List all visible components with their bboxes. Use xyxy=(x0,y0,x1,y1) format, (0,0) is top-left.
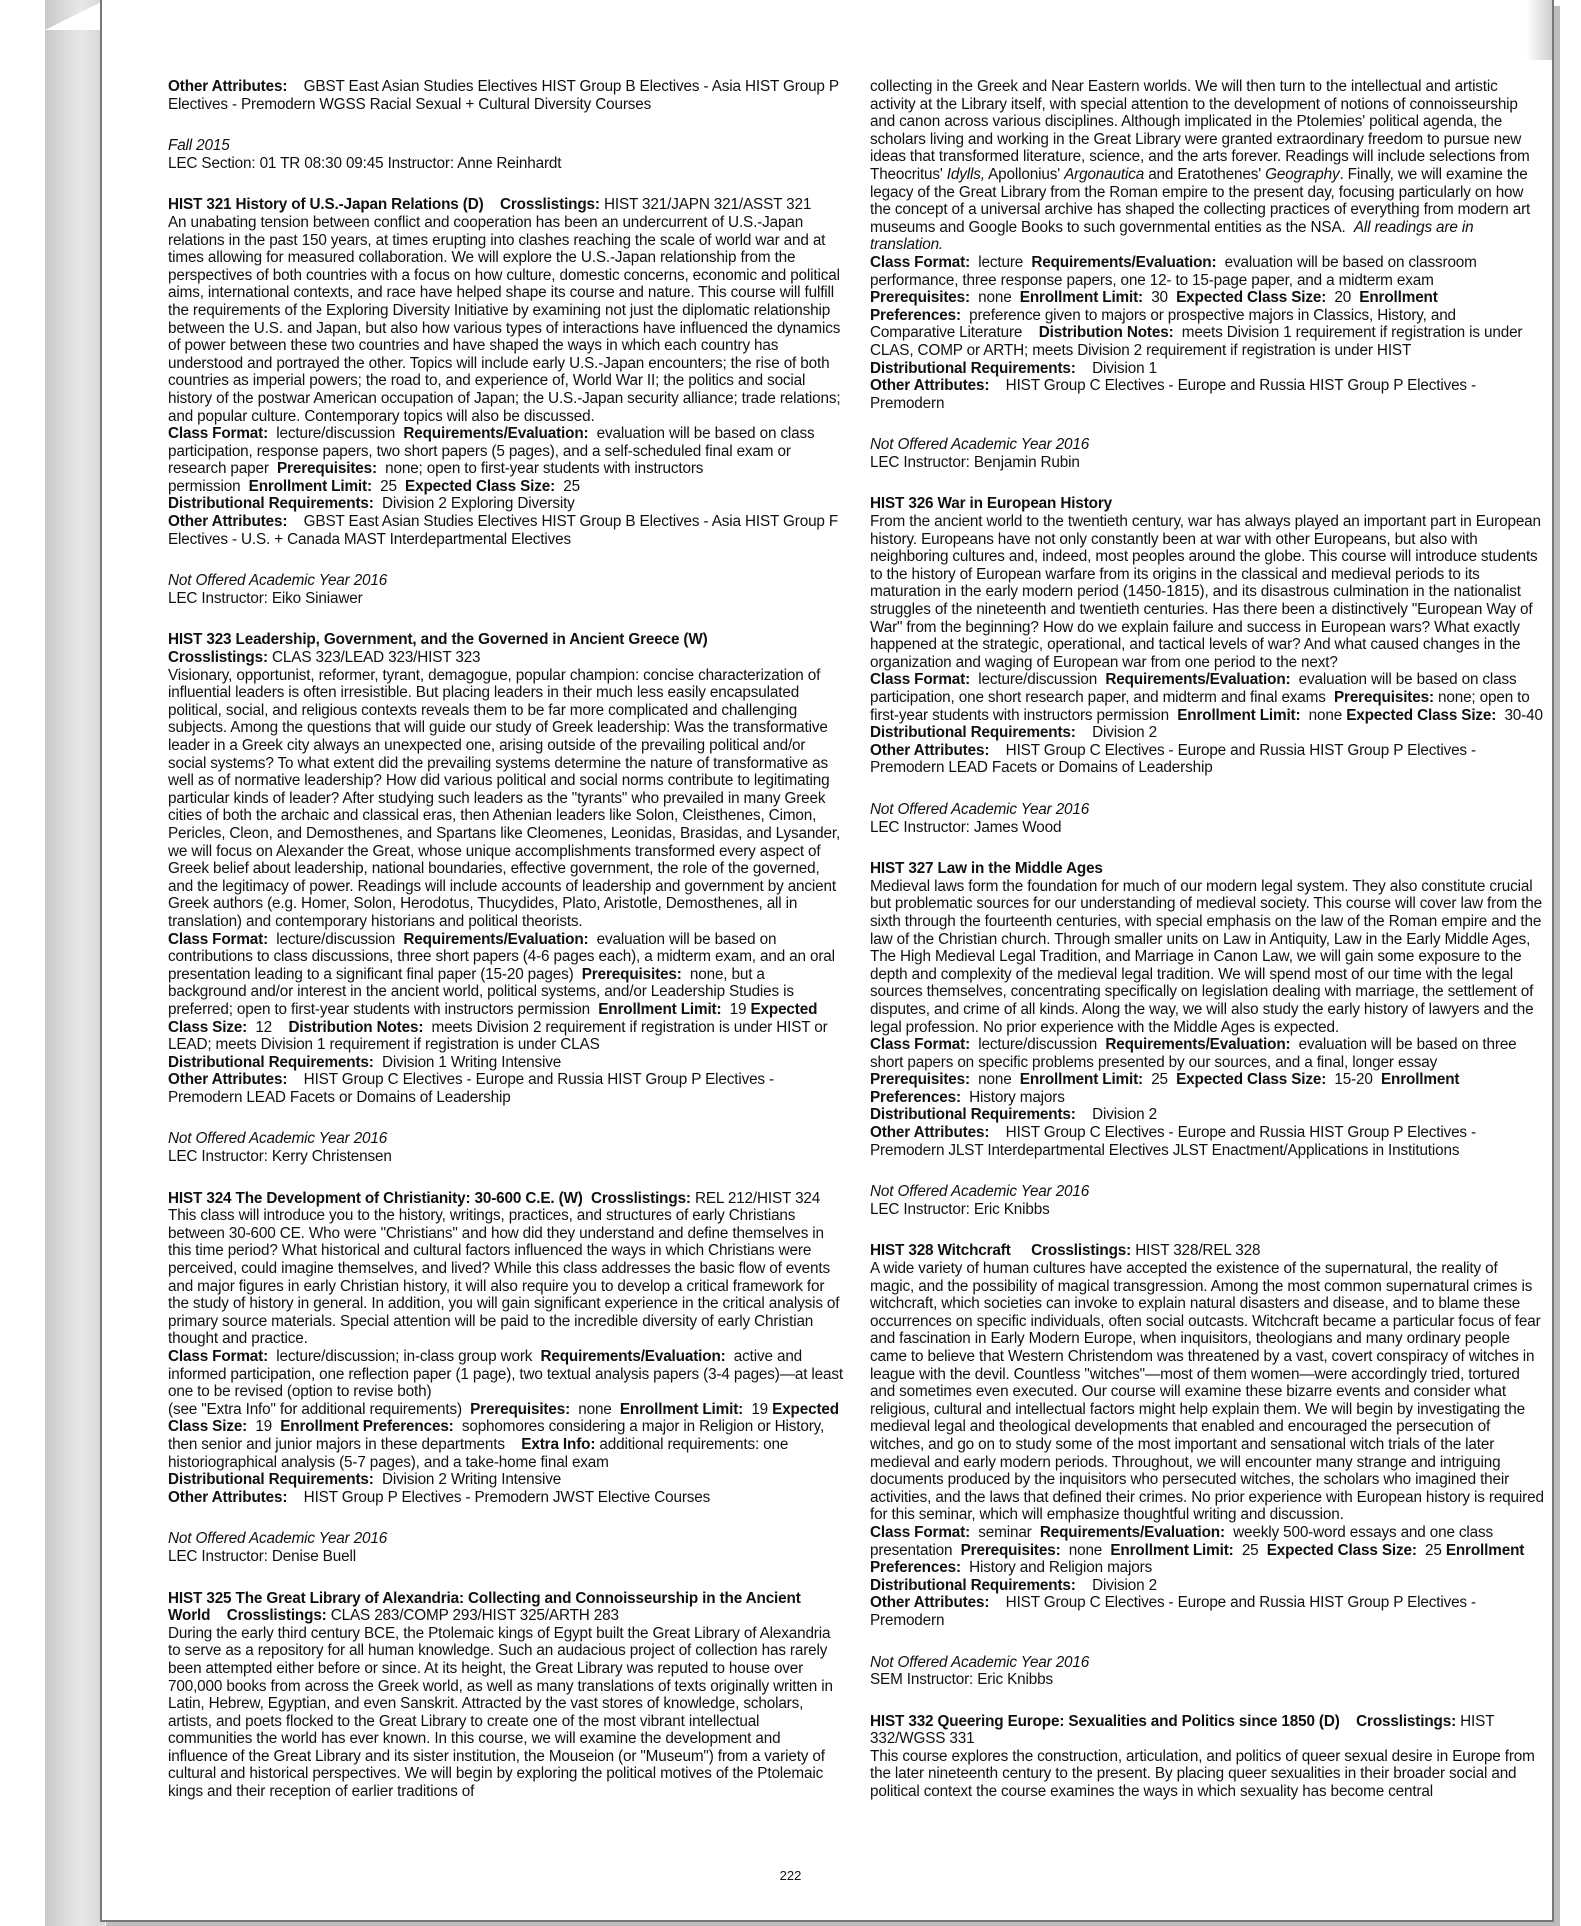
desc-part: . Finally, we will examine the legacy of the Great Library from the Roman empire to the present day, focusing particularly on how the concept of a universal archive has shaped the collecting practices of everything from modern art museums and Google Books to such governmental entities as the NSA. xyxy=(870,165,1531,236)
distribution-notes: meets Division 2 requirement if registration is under HIST or LEAD; meets Division 1 requirement if registration is under CLAS xyxy=(168,1018,828,1054)
cross-label: Crosslistings: xyxy=(499,196,600,214)
course-description: Visionary, opportunist, reformer, tyrant, demagogue, popular champion: concise characterization of influential leaders is often irresistible. But placing leaders in their much less easily encapsulated political, social, and religious contexts reveals them to be far more complicated and challenging subjects. Among the questions that will guide our study of Greek leadership: Was the transformative leader in a Greek city always an unexpected one, arising outside of the prevailing political and/or social systems? To what extent did the prevailing systems determine the nature of transformative as well as of normative leadership? How did various political and social norms contribute to legitimating particular kinds of leader? After studying such leaders as the "tyrants" who prevailed in many Greek cities of both the archaic and classical eras, then Athenian leaders like Solon, Cleisthenes, Cimon, Pericles, Cleon, and Demosthenes, and Spartans like Cleomenes, Leonidas, Brasidas, and Lysander, we will focus on Alexander the Great, whose unique accomplishments transformed every aspect of Greek belief about leadership, national boundaries, effective government, the role of the governed, and the legitimacy of power. Readings will include accounts of leadership and government by ancient Greek authors (e.g. Homer, Solon, Herodotus, Thucydides, Plato, Aristotle, Demosthenes, all in translation) and contemporary historians and political theorists. xyxy=(168,666,841,930)
attr-label: Other Attributes: xyxy=(870,1594,990,1612)
intro-attributes-block xyxy=(168,78,843,113)
format-label: Class Format: xyxy=(168,1348,269,1365)
instructor: LEC Instructor: Benjamin Rubin xyxy=(870,453,1080,471)
attr-label: Other Attributes: xyxy=(168,78,288,95)
dist-label: Distributional Requirements: xyxy=(870,1576,1076,1594)
offering-hist-325 xyxy=(870,436,1545,471)
enrollment-limit: 19 xyxy=(751,1400,769,1418)
limit-label: Enrollment Limit: xyxy=(248,477,372,495)
course-hist-332 xyxy=(870,1713,1545,1801)
course-hist-323 xyxy=(168,631,843,1106)
distribution: Division 2 xyxy=(1092,1106,1157,1124)
prereq-label: Prerequisites: xyxy=(470,1400,571,1418)
attr-label: Other Attributes: xyxy=(870,1124,990,1142)
enrollment-limit: 30 xyxy=(1151,289,1168,307)
course-description: A wide variety of human cultures have accepted the existence of the supernatural, the reality of magic, and the possibility of magical transgression. Among the most common supernatural crimes is witchcraft, which societies can invoke to explain natural disasters and disease, and to blame these occurrences on specific individuals, often social outcasts. Witchcraft became a particular focus of fear and fascination in Early Modern Europe, when inquisitors, theologians and many ordinary people came to believe that Western Christendom was threatened by a vast, covert conspiracy of witches in league with the devil. Countless "witches"—most of them women—were accordingly tried, tortured and sometimes even executed. Our course will examine these bizarre events and consider what religious, cultural and intellectual factors might help explain them. We will begin by investigating the medieval legal and theological developments that enabled and encouraged the persecution of witches, and go on to study some of the most important and sensational witch trials of the later medieval and early modern periods. Throughout, we will encounter many strange and intriguing documents produced by the inquisitors who persecuted witches, the scholars who imagined their activities, and the laws that defined their crimes. No prior experience with European history is required for this seminar, which will emphasize thoughtful writing and discussion. xyxy=(870,1260,1544,1524)
prereq-label: Prerequisites: xyxy=(1333,689,1434,706)
limit-label: Enrollment Limit: xyxy=(598,1000,722,1018)
req-label: Requirements/Evaluation: xyxy=(1105,671,1291,689)
instructor: LEC Instructor: Denise Buell xyxy=(168,1547,356,1565)
limit-label: Enrollment Limit: xyxy=(1177,706,1301,724)
crosslistings: CLAS 283/COMP 293/HIST 325/ARTH 283 xyxy=(330,1607,619,1625)
cross-label: Crosslistings: xyxy=(168,649,268,667)
title-geography: Geography xyxy=(1265,165,1340,183)
limit-label: Enrollment Limit: xyxy=(1019,289,1143,307)
requirements: evaluation will be based on contributions to class discussions, three short papers (4-6 pages each), a midterm exam, and an oral presentation leading to a significant final paper (15-20 pages) xyxy=(168,930,835,983)
limit-label: Enrollment Limit: xyxy=(1110,1541,1234,1559)
class-format: lecture/discussion xyxy=(978,1036,1098,1054)
requirements: evaluation will be based on class participation, one short research paper, and midterm and final exams xyxy=(870,671,1517,706)
instructor: LEC Instructor: Eric Knibbs xyxy=(870,1200,1050,1218)
course-description: An unabating tension between conflict and cooperation has been an undercurrent of U.S.-Japan relations in the past 150 years, at times erupting into clashes reaching the scale of world war and at times allowing for measured collaboration. We will explore the U.S.-Japan relationship from the perspectives of both countries with a focus on how culture, domestic concerns, economic and political aims, international contexts, and race have helped shape its course and nature. This course will fulfill the requirements of the Exploring Diversity Initiative by examining not just the diplomatic relationship between the U.S. and Japan, but also how various types of interactions have influenced the dynamics of power between these two countries and have shaped the ways in which each country has understood and portrayed the other. Topics will include early U.S.-Japan encounters; the rise of both countries as imperial powers; the road to, and experience of, World War II; the politics and social history of the postwar American occupation of Japan; the U.S.-Japan security alliance; trade relations; and popular culture. Contemporary topics will also be discussed. xyxy=(168,213,841,425)
course-hist-324 xyxy=(168,1190,843,1507)
course-description: Medieval laws form the foundation for much of our modern legal system. They also constitute crucial but problematic sources for our understanding of medieval society. This course will cover law from the sixth through the fourteenth centuries, with special emphasis on the law of the Roman empire and the law of the Christian church. Through smaller units on Law in Antiquity, Law in the Early Middle Ages, The High Medieval Legal Tradition, and Marriage in Canon Law, we will gain some exposure to the depth and complexity of the medieval legal tradition. We will spend most of our time with the legal sources themselves, concentrating specifically on legislation dealing with marriage, the settlement of disputes, and crime of all kinds. Along the way, we will also study the early history of lawyers and the legal profession. No prior experience with the Middle Ages is expected. xyxy=(870,877,1542,1036)
class-format: lecture xyxy=(978,253,1024,271)
cross-label: Crosslistings: xyxy=(1356,1712,1457,1730)
pref-label: Enrollment Preferences: xyxy=(870,1071,1460,1106)
size-label: Expected Class Size: xyxy=(405,477,556,495)
other-attributes: GBST East Asian Studies Electives HIST Group B Electives - Asia HIST Group F Electives - U.S. + Canada MAST Interdepartmental Electives xyxy=(168,513,839,548)
class-size: 30-40 xyxy=(1504,706,1543,724)
limit-label: Enrollment Limit: xyxy=(1019,1071,1143,1089)
prerequisites: none xyxy=(978,1071,1012,1089)
limit-label: Enrollment Limit: xyxy=(619,1400,744,1418)
page-curl xyxy=(1526,0,1552,60)
class-size: 20 xyxy=(1334,289,1352,307)
prereq-label: Prerequisites: xyxy=(960,1541,1061,1559)
req-label: Requirements/Evaluation: xyxy=(1039,1523,1225,1541)
prerequisites: none; open to first-year students with instructors permission xyxy=(870,689,1530,724)
requirements: evaluation will be based on classroom performance, three response papers, one 12- to 15-page paper, and a midterm exam xyxy=(870,253,1477,289)
translation-note: All readings are in translation. xyxy=(870,218,1474,254)
course-title: HIST 328 Witchcraft xyxy=(870,1242,1011,1260)
prerequisites: none xyxy=(1068,1541,1103,1559)
format-label: Class Format: xyxy=(168,930,269,948)
pref-label: Enrollment Preferences: xyxy=(280,1418,454,1436)
desc-part: and Eratothenes' xyxy=(1148,165,1261,183)
dist-label: Distributional Requirements: xyxy=(870,1106,1076,1124)
attr-value: GBST East Asian Studies Electives HIST Group B Electives - Asia HIST Group P Electives - Premodern WGSS Racial Sexual + Cultural Diversity Courses xyxy=(168,78,839,113)
offered-status: Not Offered Academic Year 2016 xyxy=(870,1183,1090,1201)
course-hist-326 xyxy=(870,495,1545,777)
course-title: HIST 332 Queering Europe: Sexualities and Politics since 1850 (D) xyxy=(870,1712,1340,1730)
distribution-notes: meets Division 1 requirement if registration is under CLAS, COMP or ARTH; meets Division 2 requirement if registration is under HIST xyxy=(870,324,1523,359)
cross-label: Crosslistings: xyxy=(1031,1242,1132,1260)
course-title: HIST 323 Leadership, Government, and the Governed in Ancient Greece (W) xyxy=(168,631,708,649)
offered-status: Not Offered Academic Year 2016 xyxy=(168,1530,388,1548)
dist-label: Distributional Requirements: xyxy=(168,1053,374,1071)
offering-hist-328 xyxy=(870,1654,1545,1689)
attr-label: Other Attributes: xyxy=(168,1071,288,1089)
format-label: Class Format: xyxy=(870,1523,971,1541)
course-title: HIST 324 The Development of Christianity: 30-600 C.E. (W) xyxy=(168,1189,583,1207)
req-label: Requirements/Evaluation: xyxy=(403,930,589,948)
class-size: 25 xyxy=(1424,1541,1442,1559)
size-label: Expected Class Size: xyxy=(1346,706,1497,724)
dist-label: Distributional Requirements: xyxy=(168,1471,374,1489)
dist-label: Distributional Requirements: xyxy=(870,724,1076,742)
size-label: Expected Class Size: xyxy=(1176,289,1327,307)
other-attributes: HIST Group C Electives - Europe and Russia HIST Group P Electives - Premodern xyxy=(870,377,1476,412)
req-label: Requirements/Evaluation: xyxy=(403,425,589,443)
size-label: Expected Class Size: xyxy=(168,1400,839,1436)
distribution: Division 2 Writing Intensive xyxy=(381,1471,562,1489)
req-label: Requirements/Evaluation: xyxy=(1105,1036,1291,1054)
enrollment-limit: 25 xyxy=(1241,1541,1259,1559)
class-size: 12 xyxy=(255,1018,273,1036)
class-format: lecture/discussion xyxy=(276,930,396,948)
course-description: From the ancient world to the twentieth century, war has always played an important part in European history. Europeans have not only constantly been at war with other Europeans, but also with neighboring cultures and, indeed, most peoples around the globe. This course will introduce students to the history of European warfare from its origins in the classical and medieval periods to its maturation in the early modern period (1450-1815), and its disastrous culmination in the nationalist struggles of the nineteenth and twentieth centuries. Has there been a distinctively "European Way of War" from the beginning? How do we explain failure and success in European wars? What exactly happened at the strategic, operational, and tactical levels of war? And what caused changes in the organization and waging of European war from one period to the next? xyxy=(870,513,1541,671)
format-label: Class Format: xyxy=(168,425,269,443)
enrollment-preferences: sophomores considering a major in Religion or History, then senior and junior majors in these departments xyxy=(168,1418,825,1453)
size-label: Expected Class Size: xyxy=(1176,1071,1327,1089)
attr-label: Other Attributes: xyxy=(168,513,288,531)
class-size: 25 xyxy=(563,477,580,495)
prereq-label: Prerequisites: xyxy=(277,460,377,478)
enrollment-limit: 25 xyxy=(1151,1071,1168,1089)
course-description xyxy=(870,78,1545,254)
format-label: Class Format: xyxy=(870,253,971,271)
intro-schedule-block xyxy=(168,137,843,172)
offered-status: Not Offered Academic Year 2016 xyxy=(870,436,1090,454)
prerequisites: none; open to first-year students with instructors permission xyxy=(168,460,704,495)
prerequisites: none xyxy=(578,1400,612,1418)
attr-label: Other Attributes: xyxy=(870,741,990,759)
page-number: 222 xyxy=(779,1868,802,1883)
distribution: Division 1 Writing Intensive xyxy=(381,1053,562,1071)
instructor: SEM Instructor: Eric Knibbs xyxy=(870,1671,1053,1689)
prereq-label: Prerequisites: xyxy=(870,289,970,307)
cross-label: Crosslistings: xyxy=(590,1189,691,1207)
enrollment-preferences: preference given to majors or prospective majors in Classics, History, and Comparative Literature xyxy=(870,306,1456,342)
course-description: This course explores the construction, articulation, and politics of queer sexual desire in Europe from the later nineteenth century to the present. By placing queer sexualities in their broader social and political context the course examines the ways in which sexuality has become central xyxy=(870,1747,1535,1801)
course-hist-325 xyxy=(168,1590,843,1801)
distribution: Division 1 xyxy=(1092,359,1157,377)
req-label: Requirements/Evaluation: xyxy=(1031,253,1217,271)
offered-status: Not Offered Academic Year 2016 xyxy=(870,1653,1090,1671)
requirements-extra: (see "Extra Info" for additional requirements) xyxy=(168,1400,462,1418)
requirements: active and informed participation, one reflection paper (1 page), two textual analysis papers (3-4 pages)—at least one to be revised (option to revise both) xyxy=(168,1348,843,1401)
crosslistings: REL 212/HIST 324 xyxy=(694,1189,821,1207)
instructor: LEC Instructor: James Wood xyxy=(870,818,1062,836)
term: Fall 2015 xyxy=(168,137,230,155)
distribution: Division 2 xyxy=(1092,724,1157,742)
dist-label: Distributional Requirements: xyxy=(168,495,374,513)
requirements: weekly 500-word essays and one class presentation xyxy=(870,1523,1494,1559)
class-format: lecture/discussion xyxy=(978,671,1098,689)
format-label: Class Format: xyxy=(870,1036,971,1054)
size-label: Expected Class Size: xyxy=(168,1000,818,1036)
offering-hist-327 xyxy=(870,1183,1545,1218)
book-spine xyxy=(45,0,105,1926)
crosslistings: CLAS 323/LEAD 323/HIST 323 xyxy=(272,649,481,667)
enrollment-preferences: History and Religion majors xyxy=(969,1559,1153,1577)
title-idylls: Idylls, xyxy=(946,165,985,183)
prereq-label: Prerequisites: xyxy=(870,1071,970,1089)
desc-part: collecting in the Greek and Near Eastern worlds. We will then turn to the intellectual and artistic activity at the Library itself, with special attention to the development of notions of connoisseurship and canon across various disciplines. Although implicated in the Ptolemies' political agenda, the scholars living and working in the Great Library were granted extraordinary freedom to pursue new ideas that transformed literature, science, and the arts forever. Readings will include selections from Theocritus' xyxy=(870,78,1530,183)
distribution: Division 2 Exploring Diversity xyxy=(381,495,575,513)
offered-status: Not Offered Academic Year 2016 xyxy=(870,800,1090,818)
other-attributes: HIST Group C Electives - Europe and Russia HIST Group P Electives - Premodern JLST Interdepartmental Electives JLST Enactment/Applications in Institutions xyxy=(870,1124,1476,1159)
course-title: HIST 321 History of U.S.-Japan Relations (D) xyxy=(168,196,484,214)
offering-hist-321 xyxy=(168,572,843,607)
course-hist-328 xyxy=(870,1242,1545,1629)
course-title: HIST 326 War in European History xyxy=(870,495,1112,513)
prerequisites: none xyxy=(978,289,1012,307)
req-label: Requirements/Evaluation: xyxy=(540,1348,726,1365)
enrollment-limit: none xyxy=(1308,706,1343,724)
other-attributes: HIST Group C Electives - Europe and Russia HIST Group P Electives - Premodern LEAD Facets or Domains of Leadership xyxy=(168,1071,774,1106)
cross-label: Crosslistings: xyxy=(226,1607,327,1625)
extra-label: Extra Info: xyxy=(521,1435,596,1453)
prereq-label: Prerequisites: xyxy=(581,965,682,983)
offering-hist-324 xyxy=(168,1530,843,1565)
right-column xyxy=(870,78,1545,1825)
course-hist-325-continued xyxy=(870,78,1545,412)
class-size: 19 xyxy=(255,1418,273,1436)
enrollment-limit: 19 xyxy=(729,1000,747,1018)
course-description: During the early third century BCE, the Ptolemaic kings of Egypt built the Great Library of Alexandria to serve as a repository for all human knowledge. Such an audacious project of collection has rarely been attempted either before or since. At its height, the Great Library was reputed to house over 700,000 books from across the Greek world, as well as many translations of texts originally written in Latin, Hebrew, Egyptian, and even Sanskrit. Attracted by the vast stores of knowledge, scholars, artists, and poets flocked to the Great Library to create one of the most vibrant intellectual communities the world has ever known. In this course, we will examine the development and influence of the Great Library and its sister institution, the Mouseion (or "Museum") from a variety of cultural and historical perspectives. We will begin by exploring the political motives of the Ptolemaic kings and their reception of earlier traditions of xyxy=(168,1624,833,1801)
class-format: lecture/discussion; in-class group work xyxy=(276,1348,533,1365)
prerequisites: none, but a background and/or interest in the ancient world, political systems, and/or Leadership Studies is preferred; open to first-year students with instructors permission xyxy=(168,965,794,1018)
extra-info: additional requirements: one historiographical analysis (5-7 pages), and a take-home final exam xyxy=(168,1435,789,1471)
course-description: This class will introduce you to the history, writings, practices, and structures of early Christians between 30-600 CE. Who were "Christians" and how did they understand and define themselves in this time period? What historical and cultural factors influenced the ways in which Christians were perceived, could imagine themselves, and lived? While this class addresses the basic flow of events and major figures in early Christian history, it will also require you to develop a critical framework for the study of history in general. In addition, you will gain significant experience in the critical analysis of primary source materials. Special attention will be paid to the incredible diversity of early Christian thought and practice. xyxy=(168,1207,840,1348)
offered-status: Not Offered Academic Year 2016 xyxy=(168,572,388,590)
instructor: LEC Instructor: Eiko Siniawer xyxy=(168,589,363,607)
instructor: LEC Instructor: Kerry Christensen xyxy=(168,1148,392,1166)
other-attributes: HIST Group C Electives - Europe and Russia HIST Group P Electives - Premodern xyxy=(870,1594,1476,1629)
class-format: lecture/discussion xyxy=(276,425,396,443)
pref-label: Enrollment Preferences: xyxy=(870,1541,1525,1577)
attr-label: Other Attributes: xyxy=(870,377,990,395)
format-label: Class Format: xyxy=(870,671,971,689)
offering-hist-326 xyxy=(870,801,1545,836)
desc-part: Apollonius' xyxy=(988,165,1060,183)
other-attributes: HIST Group P Electives - Premodern JWST Elective Courses xyxy=(303,1488,711,1506)
other-attributes: HIST Group C Electives - Europe and Russia HIST Group P Electives - Premodern LEAD Facets or Domains of Leadership xyxy=(870,741,1476,777)
requirements: evaluation will be based on three short papers on specific problems presented by our sources, and a final, longer essay xyxy=(870,1036,1517,1071)
enrollment-preferences: History majors xyxy=(969,1088,1065,1106)
notes-label: Distribution Notes: xyxy=(1038,324,1174,342)
class-format: seminar xyxy=(978,1523,1032,1541)
offering-hist-323 xyxy=(168,1130,843,1165)
course-hist-327 xyxy=(870,860,1545,1159)
course-hist-321 xyxy=(168,196,843,548)
pref-label: Enrollment Preferences: xyxy=(870,289,1438,324)
left-column xyxy=(168,78,843,1825)
crosslistings: HIST 332/WGSS 331 xyxy=(870,1712,1495,1748)
enrollment-limit: 25 xyxy=(380,477,397,495)
distribution: Division 2 xyxy=(1092,1576,1157,1594)
requirements: evaluation will be based on class participation, response papers, two short papers (5 pages), and a self-scheduled final exam or research paper xyxy=(168,425,815,478)
class-size: 15-20 xyxy=(1334,1071,1373,1089)
course-title: HIST 327 Law in the Middle Ages xyxy=(870,860,1103,878)
crosslistings: HIST 328/REL 328 xyxy=(1135,1242,1261,1260)
notes-label: Distribution Notes: xyxy=(288,1018,424,1036)
size-label: Expected Class Size: xyxy=(1266,1541,1417,1559)
title-argonautica: Argonautica xyxy=(1064,165,1145,183)
offered-status: Not Offered Academic Year 2016 xyxy=(168,1130,388,1148)
attr-label: Other Attributes: xyxy=(168,1488,288,1506)
course-title: HIST 325 The Great Library of Alexandria: Collecting and Connoisseurship in the Ancient World xyxy=(168,1589,801,1625)
dist-label: Distributional Requirements: xyxy=(870,359,1076,377)
crosslistings: HIST 321/JAPN 321/ASST 321 xyxy=(603,196,812,214)
section: LEC Section: 01 TR 08:30 09:45 Instructor: Anne Reinhardt xyxy=(168,154,562,172)
